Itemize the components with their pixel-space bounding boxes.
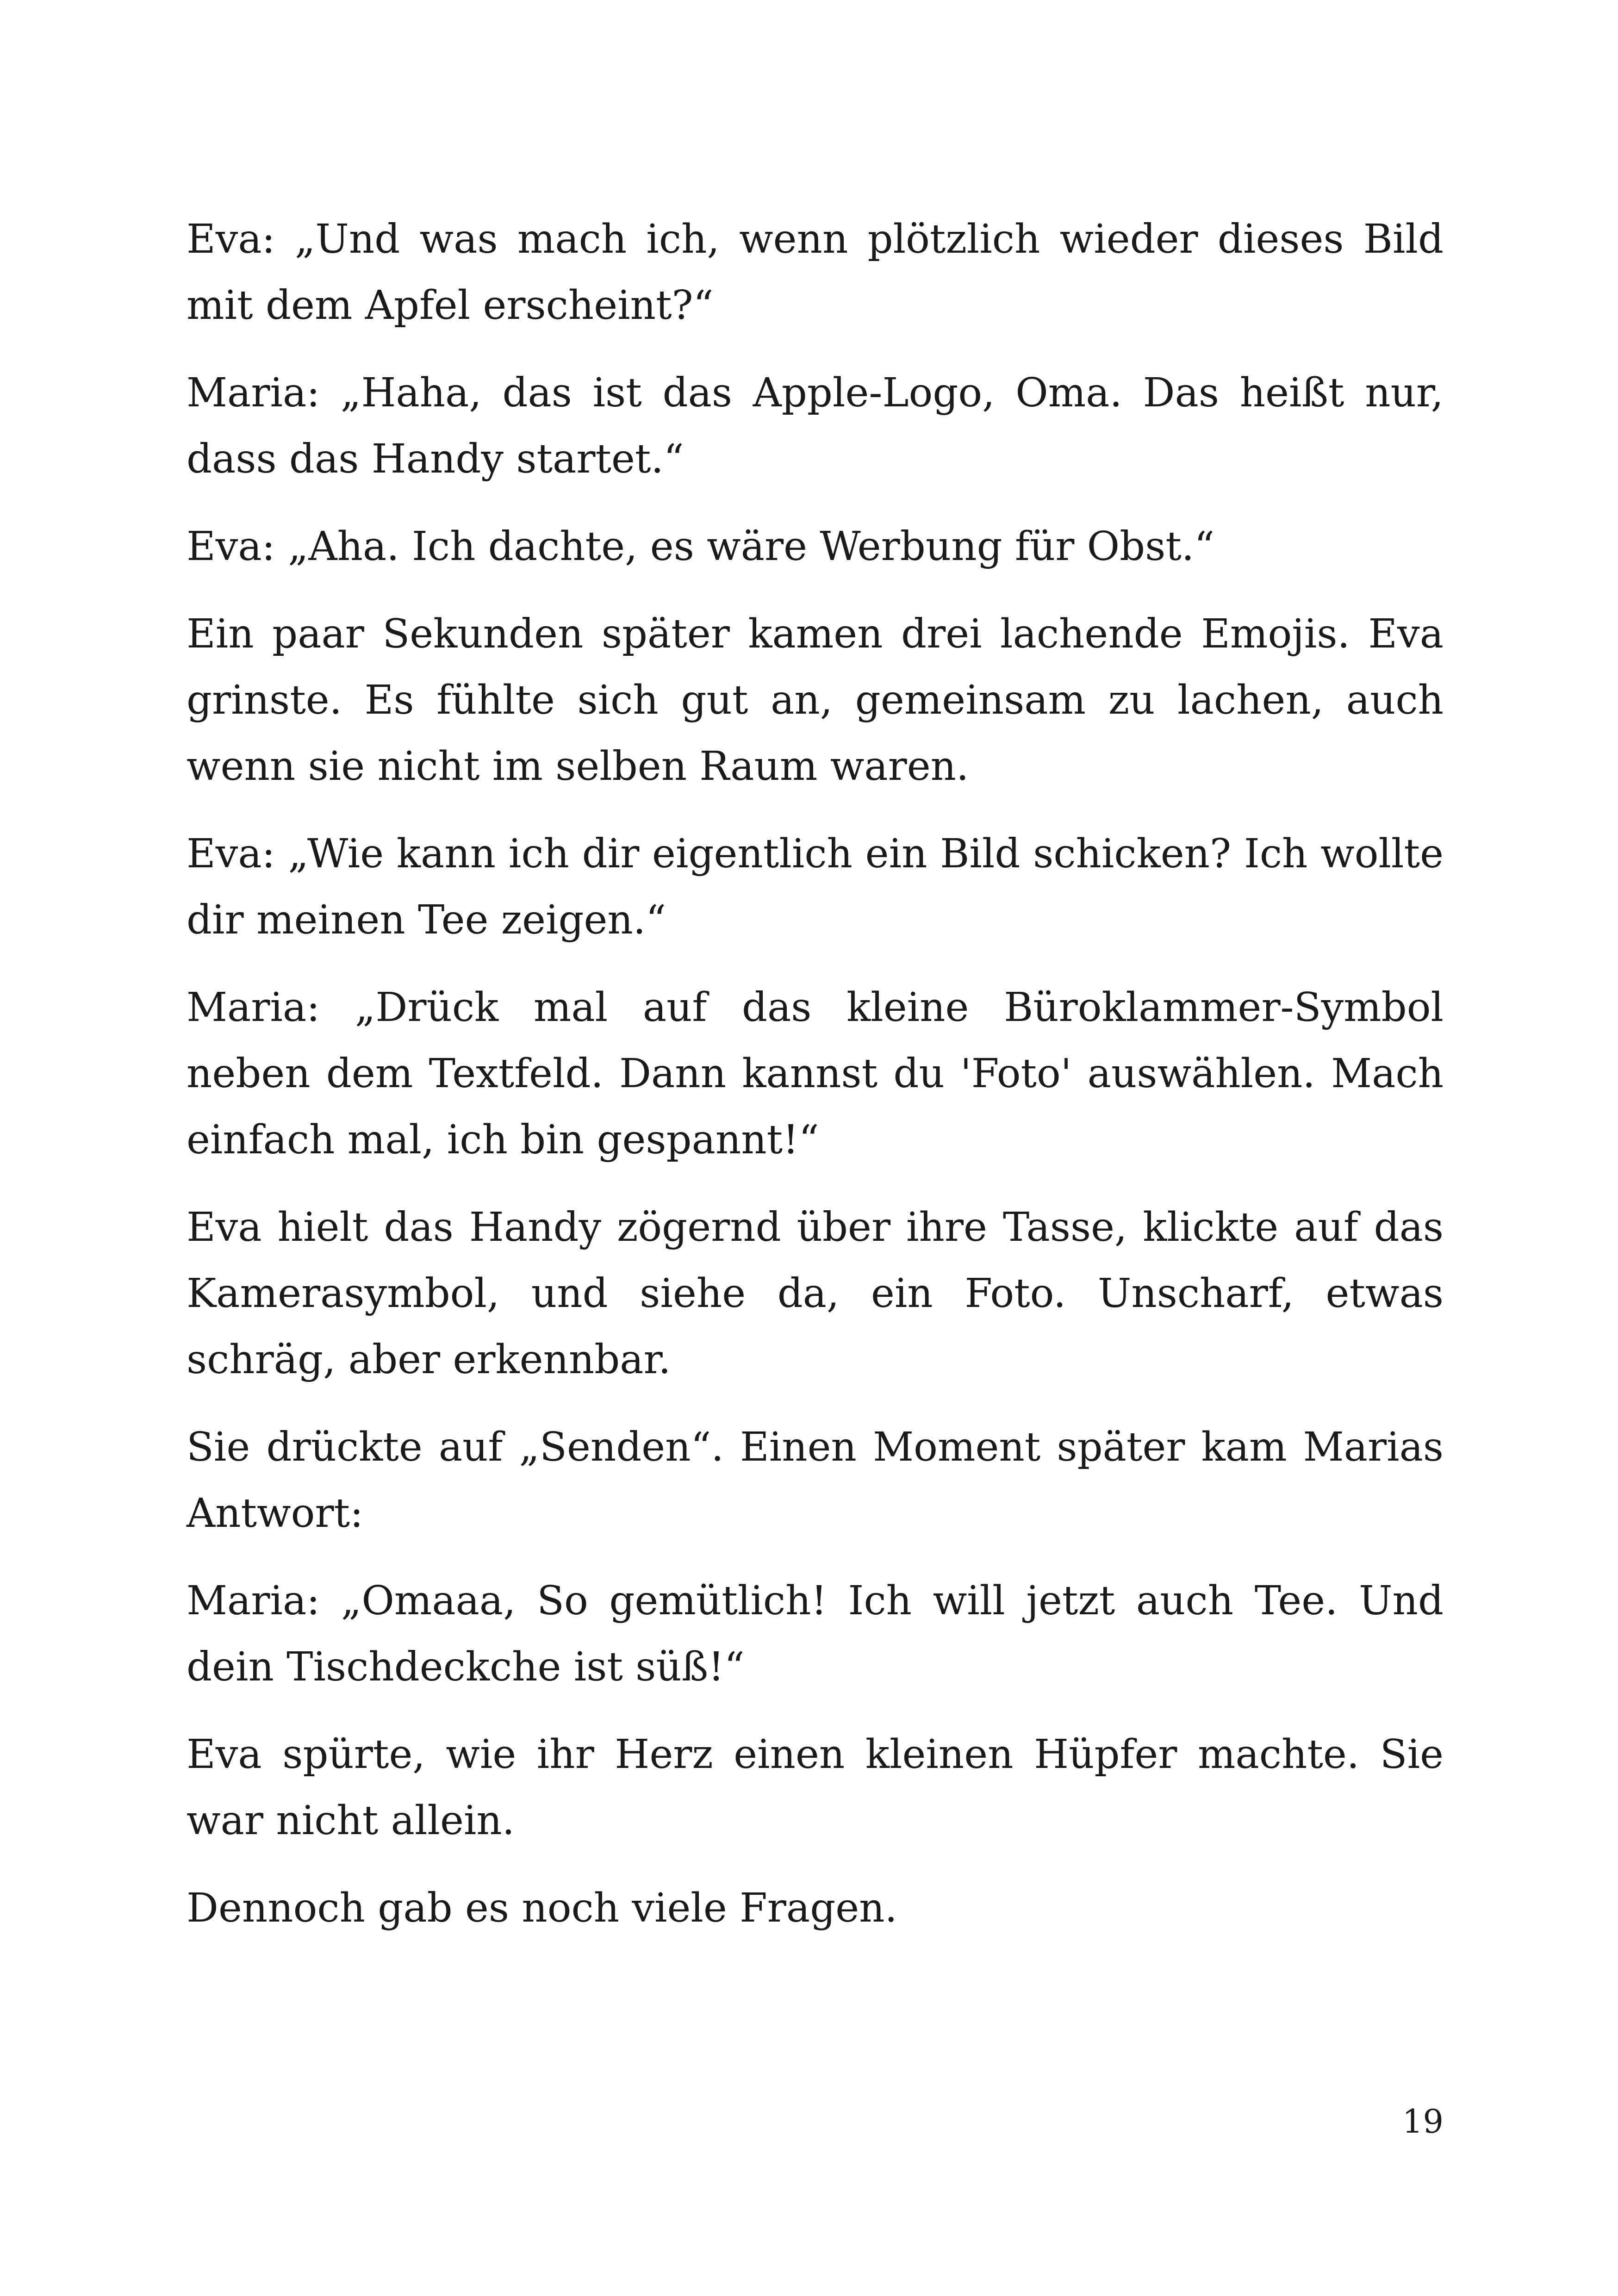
paragraph: Sie drückte auf „Senden“. Einen Moment später kam Marias Antwort: [187, 1424, 1444, 1537]
paragraph: Eva: „Wie kann ich dir eigentlich ein Bild schicken? Ich wollte dir meinen Tee zeigen.“ [187, 831, 1444, 943]
paragraph: Maria: „Omaaa, So gemütlich! Ich will jetzt auch Tee. Und dein Tischdeckche ist süß!“ [187, 1578, 1444, 1690]
paragraph: Maria: „Drück mal auf das kleine Büroklammer-Symbol neben dem Textfeld. Dann kannst du 'Foto' auswählen. Mach einfach mal, ich bin gespannt!“ [187, 984, 1444, 1163]
paragraph: Eva: „Und was mach ich, wenn plötzlich wieder dieses Bild mit dem Apfel erscheint?“ [187, 216, 1444, 329]
paragraph: Eva spürte, wie ihr Herz einen kleinen Hüpfer machte. Sie war nicht allein. [187, 1731, 1444, 1844]
body-text [187, 206, 1444, 1941]
paragraph: Dennoch gab es noch viele Fragen. [187, 1885, 897, 1931]
paragraph: Maria: „Haha, das ist das Apple-Logo, Oma. Das heißt nur, dass das Handy startet.“ [187, 370, 1444, 482]
paragraph: Eva hielt das Handy zögernd über ihre Tasse, klickte auf das Kamerasymbol, und siehe da, ein Foto. Unscharf, etwas schräg, aber erkennbar. [187, 1204, 1444, 1383]
paragraph: Ein paar Sekunden später kamen drei lachende Emojis. Eva grinste. Es fühlte sich gut an, gemeinsam zu lachen, auch wenn sie nicht im selben Raum waren. [187, 611, 1444, 790]
paragraph: Eva: „Aha. Ich dachte, es wäre Werbung für Obst.“ [187, 523, 1215, 570]
page-number: 19 [1402, 2103, 1444, 2140]
